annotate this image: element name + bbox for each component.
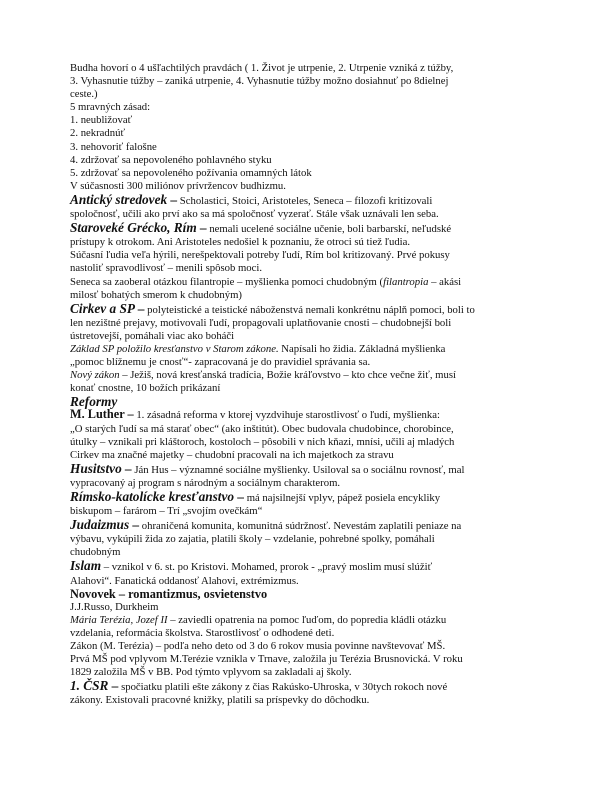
- rules-title: 5 mravných zásad:: [70, 101, 151, 114]
- text-line: 1829 založila MŠ v BB. Pod týmto vplyvom sa zakladali aj školy.: [70, 666, 352, 679]
- list-item: 5. zdržovať sa nepovoleného požívania omamných látok: [70, 166, 312, 179]
- text-line: spočiatku platili ešte zákony z čias Rakúsko-Uhroska, v 30tych rokoch nové: [118, 681, 448, 694]
- section-antique: [70, 193, 532, 221]
- text-segment: Napísali ho židia. Základná myšlienka: [278, 342, 446, 355]
- section-heading: Islam: [70, 558, 102, 574]
- text-line: len nezištné prejavy, motivovali ľudí, propagovali uplatňovanie cnosti – chudobnejší boli: [70, 316, 452, 329]
- text-line: prístupy k otrokom. Ani Aristoteles nedošiel k poznaniu, že otroci sú tiež ľudia.: [70, 236, 411, 249]
- rules-list: [70, 114, 532, 179]
- section-judaism: [70, 518, 532, 559]
- section-heading: Husitstvo –: [70, 460, 132, 476]
- text-segment: – zaviedli opatrenia na pomoc ľuďom, do popredia kládli otázku: [167, 613, 447, 626]
- text-line: polyteistické a teistické náboženstvá nemali konkrétnu náplň pomoci, boli to: [144, 303, 475, 316]
- text-line: spoločnosť, učili ako prví ako sa má spoločnosť vyzerať. Stále však uznávali len seba.: [70, 208, 439, 221]
- text-line: Zákon (M. Terézia) – podľa neho deto od 3 do 6 rokov musia povinne navštevovať MŠ.: [70, 640, 446, 653]
- section-heading-reforms: Reformy: [70, 394, 118, 410]
- text-line: Cirkev ma značné majetky – chudobní pracovali na ich majetkoch za stravu: [70, 448, 394, 461]
- section-heading: Cirkev a SP –: [70, 300, 145, 316]
- text-line: Prvá MŠ pod vplyvom M.Terézie vznikla v Trnave, založila ju Terézia Brusnovická. V roku: [70, 653, 463, 666]
- text-line: ústretovejší, pomáhali viac ako boháči: [70, 329, 235, 342]
- section-csr: [70, 679, 532, 707]
- italic-term: filantropia: [383, 275, 429, 288]
- list-item: 4. zdržovať sa nepovoleného pohlavného styku: [70, 153, 272, 166]
- text-line: má najsilnejší vplyv, pápež posiela encykliky: [244, 492, 441, 504]
- italic-term: Nový zákon: [70, 369, 120, 382]
- section-heading: M. Luther –: [70, 407, 134, 422]
- document-page: [70, 62, 532, 708]
- text-segment: – Ježiš, nová kresťanská tradícia, Božie kráľovstvo – kto chce večne žiť, musí: [119, 369, 456, 382]
- section-heading: Antický stredovek –: [70, 191, 178, 207]
- text-line: vypracovaný aj program s národným a sociálnym charakterom.: [70, 476, 341, 489]
- text-line: Súčasní ľudia veľa hýrili, nerešpektovali potreby ľudí, Rím bol kritizovaný. Prvé pokusy: [70, 249, 450, 262]
- section-islam: [70, 559, 532, 587]
- text-line: milosť bohatých smerom k chudobným): [70, 288, 242, 301]
- text-line: útulky – vznikali pri kláštoroch, kostoloch – pôsobili v nich kňazi, mnísi, učili aj mladých: [70, 435, 455, 448]
- text-line: ohraničená komunita, komunitná súdržnosť. Nevestám zaplatili peniaze na: [139, 520, 462, 533]
- italic-phrase: Základ SP položilo kresťanstvo v Starom zákone.: [70, 342, 279, 355]
- text-line: „pomoc blížnemu je cnosť“- zapracovaná je do pravidiel správania sa.: [70, 356, 371, 369]
- list-item: 1. neubližovať: [70, 114, 133, 127]
- list-item: 2. nekradnúť: [70, 127, 126, 140]
- section-heading: Staroveké Grécko, Rím –: [70, 220, 207, 236]
- italic-names: Mária Terézia, Jozef II: [70, 613, 168, 626]
- section-greece-rome: [70, 221, 532, 302]
- text-segment: Seneca sa zaoberal otázkou filantropie – myšlienka pomoci chudobným (: [70, 275, 384, 288]
- text-line: Alahovi“. Fanatická oddanosť Alahovi, extrémizmus.: [70, 574, 299, 587]
- intro-paragraph: [70, 62, 532, 101]
- text-line: 3. Vyhasnutie túžby – zaniká utrpenie, 4. Vyhasnutie túžby možno dosiahnuť po 8dielnej: [70, 75, 449, 88]
- section-modern: [70, 601, 532, 680]
- text-line: výbavu, vykúpili žida zo zajatia, platili školy – vzdelanie, pohrebné spolky, pomáhali: [70, 533, 435, 546]
- text-line: – vznikol v 6. st. po Kristovi. Mohamed, prorok - „pravý moslim musí slúžiť: [101, 561, 433, 574]
- text-line: „O starých ľudí sa má starať obec“ (ako inštitút). Obec budovala chudobince, chorobince,: [70, 422, 454, 435]
- text-line: Ján Hus – významné sociálne myšlienky. Usiloval sa o sociálnu rovnosť, mal: [131, 463, 465, 476]
- text-line: Budha hovorí o 4 ušľachtilých pravdách ( 1. Život je utrpenie, 2. Utrpenie vzniká z túžby,: [70, 62, 454, 74]
- text-line: vzdelania, reformácia školstva. Starostlivosť o odhodené deti.: [70, 626, 335, 639]
- section-heading: 1. ČSR –: [70, 678, 119, 694]
- text-line: chudobným: [70, 546, 121, 559]
- text-line: biskupom – farárom – Trí „svojím ovečkám“: [70, 505, 263, 518]
- section-church: [70, 302, 532, 396]
- section-heading: Judaizmus –: [70, 517, 140, 533]
- section-luther: [70, 408, 532, 461]
- text-line: nastoliť spravodlivosť – menili spôsob moci.: [70, 262, 262, 275]
- section-catholic: [70, 490, 532, 518]
- text-line: 1. zásadná reforma v ktorej vyzdvihuje starostlivosť o ľudí, myšlienka:: [133, 409, 440, 422]
- followers-line: V súčasnosti 300 miliónov prívržencov budhizmu.: [70, 179, 286, 192]
- text-line: Scholastici, Stoici, Aristoteles, Seneca – filozofi kritizovali: [177, 194, 433, 207]
- text-line: konať cnostne, 10 božích prikázaní: [70, 382, 221, 395]
- section-hussite: [70, 462, 532, 490]
- section-heading: Rímsko-katolícke kresťanstvo –: [70, 489, 245, 504]
- section-heading-modern: Novovek – romantizmus, osvietenstvo: [70, 586, 268, 601]
- text-line: zákony. Existovali pracovné knižky, platili sa príspevky do dôchodku.: [70, 694, 370, 707]
- text-line: ceste.): [70, 88, 98, 101]
- text-line: nemali ucelené sociálne učenie, boli barbarskí, neľudské: [206, 223, 452, 236]
- text-line: J.J.Russo, Durkheim: [70, 600, 159, 613]
- text-segment: – akási: [428, 275, 462, 288]
- list-item: 3. nehovoriť falošne: [70, 140, 157, 153]
